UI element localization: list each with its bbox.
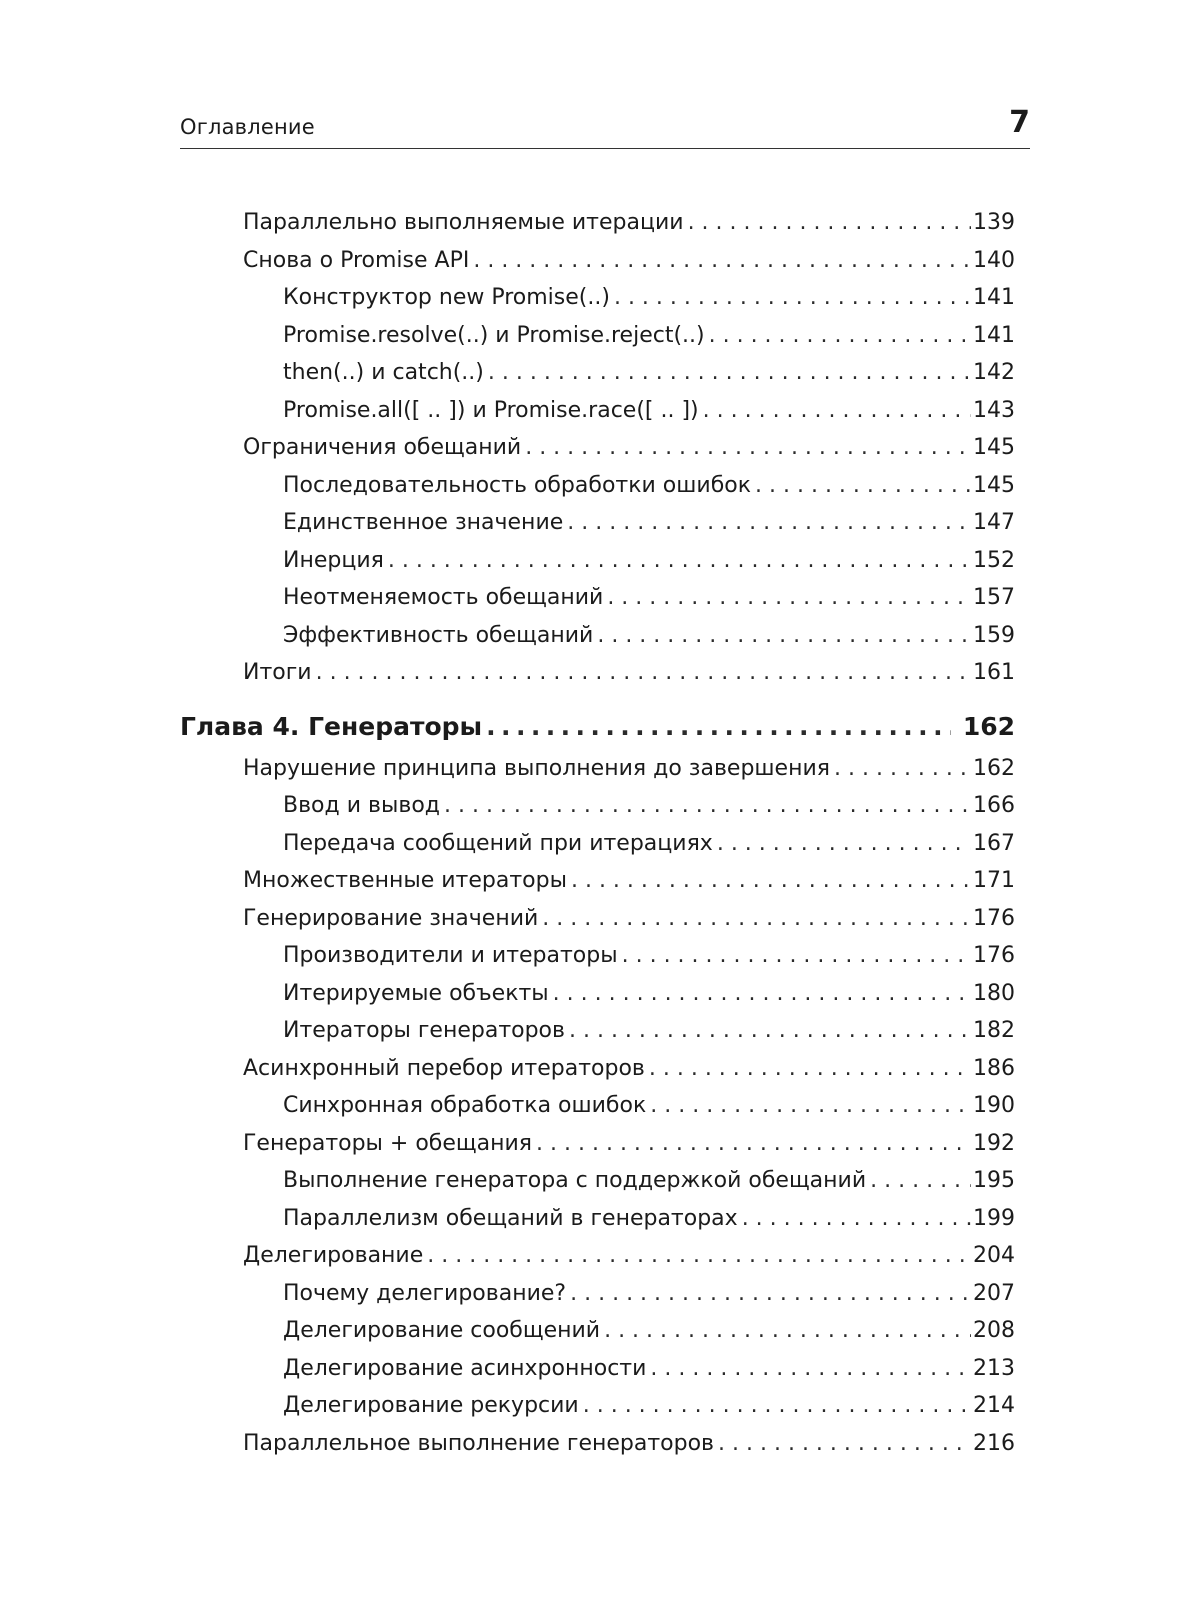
toc-entry-title: Делегирование (243, 1243, 424, 1268)
toc-entry-page-number: 214 (973, 1393, 1015, 1418)
toc-entry-page-number: 157 (973, 585, 1015, 610)
dot-leader (542, 906, 971, 931)
toc-chapter-entry (180, 712, 1015, 756)
toc-entry (180, 585, 1015, 623)
toc-entry (180, 793, 1015, 831)
dot-leader (569, 1018, 971, 1043)
toc-entry (180, 1431, 1015, 1469)
running-title: Оглавление (180, 115, 315, 139)
toc-entry-title: Нарушение принципа выполнения до завершения (243, 755, 831, 781)
dot-leader (703, 398, 971, 423)
toc-entry-page-number: 162 (962, 711, 1015, 741)
dot-leader (755, 473, 971, 498)
toc-entry-title: Promise.resolve(..) и Promise.reject(..) (283, 322, 705, 348)
toc-entry (180, 1131, 1015, 1169)
toc-entry-page-number: 186 (973, 1055, 1015, 1081)
toc-entry-page-number: 190 (973, 1093, 1015, 1118)
toc-entry-page-number: 141 (973, 285, 1015, 310)
toc-entry (180, 323, 1015, 361)
toc-entry-page-number: 145 (973, 435, 1015, 460)
toc-entry (180, 248, 1015, 286)
toc-entry-page-number: 199 (973, 1205, 1015, 1231)
dot-leader (570, 1281, 971, 1306)
toc-entry-page-number: 195 (973, 1168, 1015, 1193)
toc-entry-title: Promise.all([ .. ]) и Promise.race([ .. ]) (283, 397, 699, 423)
toc-entry-title: Выполнение генератора с поддержкой обещаний (283, 1168, 867, 1193)
toc-entry-title: Делегирование асинхронности (283, 1355, 647, 1381)
toc-entry-title: Неотменяемость обещаний (283, 585, 604, 610)
toc-entry (180, 435, 1015, 473)
toc-entry (180, 623, 1015, 661)
toc-entry (180, 285, 1015, 323)
toc-entry-title: then(..) и catch(..) (283, 360, 484, 385)
dot-leader (553, 981, 971, 1006)
toc-entry-page-number: 166 (973, 793, 1015, 818)
dot-leader (388, 548, 971, 573)
toc-entry-page-number: 204 (973, 1243, 1015, 1268)
toc-entry-page-number: 207 (973, 1280, 1015, 1306)
toc-entry-page-number: 143 (973, 397, 1015, 423)
dot-leader (316, 660, 971, 685)
dot-leader (717, 831, 971, 856)
toc-entry (180, 1281, 1015, 1319)
toc-entry-page-number: 162 (973, 755, 1015, 781)
toc-entry-title: Глава 4. Генераторы (180, 711, 483, 741)
dot-leader (444, 793, 971, 818)
dot-leader (473, 248, 971, 273)
toc-entry-title: Параллельно выполняемые итерации (243, 210, 684, 235)
dot-leader (718, 1431, 971, 1456)
toc-entry-page-number: 141 (973, 322, 1015, 348)
toc-entry (180, 756, 1015, 794)
toc-entry-title: Ввод и вывод (283, 793, 440, 818)
toc-entry-title: Почему делегирование? (283, 1280, 567, 1306)
toc-entry-page-number: 139 (973, 210, 1015, 235)
toc-entry (180, 1206, 1015, 1244)
toc-entry-title: Параллельное выполнение генераторов (243, 1430, 715, 1456)
toc-entry (180, 360, 1015, 398)
dot-leader (536, 1131, 971, 1156)
toc-entry (180, 1356, 1015, 1394)
dot-leader (427, 1243, 971, 1268)
toc-entry-title: Инерция (283, 547, 384, 573)
dot-leader (709, 323, 971, 348)
dot-leader (486, 712, 951, 741)
toc-entry-title: Ограничения обещаний (243, 435, 522, 460)
dot-leader (742, 1206, 971, 1231)
dot-leader (488, 360, 971, 385)
toc-entry-title: Генерирование значений (243, 905, 539, 931)
toc-entry (180, 906, 1015, 944)
toc-entry (180, 1093, 1015, 1131)
toc-entry (180, 473, 1015, 511)
toc-entry (180, 660, 1015, 698)
dot-leader (649, 1056, 971, 1081)
dot-leader (607, 585, 971, 610)
toc-entry-title: Производители и итераторы (283, 943, 618, 968)
dot-leader (583, 1393, 971, 1418)
toc-entry-page-number: 152 (973, 547, 1015, 573)
toc-entry-page-number: 180 (973, 980, 1015, 1006)
toc-entry-title: Последовательность обработки ошибок (283, 472, 752, 498)
toc-entry (180, 398, 1015, 436)
toc-entry-page-number: 145 (973, 472, 1015, 498)
toc-entry-page-number: 176 (973, 905, 1015, 931)
toc-entry (180, 1056, 1015, 1094)
dot-leader (597, 623, 971, 648)
toc-entry-page-number: 176 (973, 943, 1015, 968)
toc-entry (180, 210, 1015, 248)
toc-entry-title: Передача сообщений при итерациях (283, 830, 713, 856)
toc-entry-page-number: 182 (973, 1018, 1015, 1043)
toc-entry-title: Множественные итераторы (243, 868, 567, 893)
toc-entry (180, 1168, 1015, 1206)
dot-leader (571, 868, 971, 893)
dot-leader (567, 510, 971, 535)
toc-entry-title: Параллелизм обещаний в генераторах (283, 1205, 738, 1231)
toc-entry-title: Асинхронный перебор итераторов (243, 1055, 645, 1081)
toc-entry (180, 1393, 1015, 1431)
toc-entry-title: Итераторы генераторов (283, 1018, 565, 1043)
toc-entry (180, 1318, 1015, 1356)
toc-entry-title: Синхронная обработка ошибок (283, 1093, 647, 1118)
toc-entry (180, 548, 1015, 586)
toc-entry-page-number: 147 (973, 510, 1015, 535)
toc-entry-title: Итерируемые объекты (283, 980, 549, 1006)
table-of-contents (180, 210, 1015, 1468)
dot-leader (688, 210, 971, 235)
page-header (180, 100, 1030, 149)
toc-entry-page-number: 213 (973, 1355, 1015, 1381)
toc-entry (180, 1018, 1015, 1056)
toc-entry (180, 831, 1015, 869)
toc-entry (180, 981, 1015, 1019)
dot-leader (650, 1093, 971, 1118)
toc-entry-page-number: 140 (973, 247, 1015, 273)
toc-entry-title: Делегирование сообщений (283, 1318, 601, 1343)
dot-leader (622, 943, 971, 968)
toc-entry-page-number: 142 (973, 360, 1015, 385)
toc-entry-page-number: 216 (973, 1430, 1015, 1456)
toc-entry-page-number: 159 (973, 622, 1015, 648)
dot-leader (604, 1318, 971, 1343)
toc-entry-title: Итоги (243, 660, 312, 685)
toc-entry (180, 510, 1015, 548)
toc-entry-title: Единственное значение (283, 510, 564, 535)
toc-entry (180, 1243, 1015, 1281)
toc-entry-page-number: 167 (973, 830, 1015, 856)
toc-entry-page-number: 192 (973, 1130, 1015, 1156)
toc-entry-page-number: 171 (973, 868, 1015, 893)
dot-leader (650, 1356, 971, 1381)
toc-entry-title: Снова о Promise API (243, 247, 470, 273)
toc-entry-title: Конструктор new Promise(..) (283, 285, 610, 310)
toc-entry-title: Эффективность обещаний (283, 622, 594, 648)
toc-entry-title: Делегирование рекурсии (283, 1393, 579, 1418)
toc-entry-title: Генераторы + обещания (243, 1130, 533, 1156)
toc-entry-page-number: 208 (973, 1318, 1015, 1343)
toc-entry-page-number: 161 (973, 660, 1015, 685)
dot-leader (614, 285, 971, 310)
page-number: 7 (1009, 105, 1030, 140)
dot-leader (870, 1168, 971, 1193)
dot-leader (525, 435, 971, 460)
dot-leader (834, 756, 971, 781)
toc-entry (180, 868, 1015, 906)
toc-entry (180, 943, 1015, 981)
